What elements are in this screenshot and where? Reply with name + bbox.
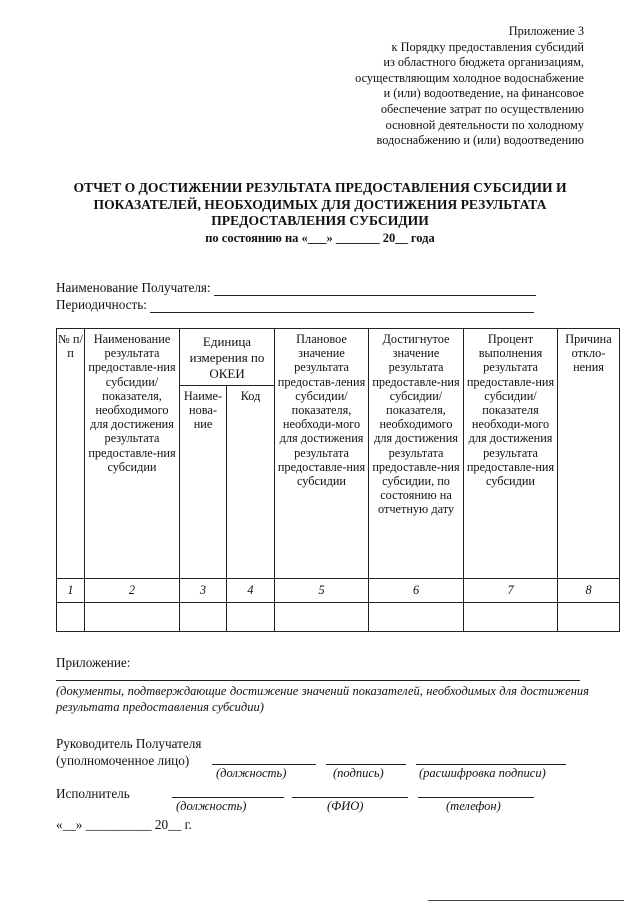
- table-cell[interactable]: [369, 603, 464, 632]
- table-cell[interactable]: [180, 603, 227, 632]
- recipient-blank-line[interactable]: [214, 284, 536, 296]
- table-cell[interactable]: [275, 603, 369, 632]
- attachment-label: Приложение:: [56, 655, 131, 670]
- recipient-label: Наименование Получателя:: [56, 280, 211, 295]
- column-number: 7: [464, 579, 558, 603]
- head-caption-position: (должность): [216, 766, 287, 780]
- appendix-line: к Порядку предоставления субсидий: [391, 39, 584, 54]
- head-label-line2: (уполномоченное лицо): [56, 753, 190, 768]
- executor-caption-fio: (ФИО): [327, 799, 364, 813]
- table-cell[interactable]: [57, 603, 85, 632]
- title-line: ОТЧЕТ О ДОСТИЖЕНИИ РЕЗУЛЬТАТА ПРЕДОСТАВЛЕНИЯ СУБСИДИИ И: [73, 180, 567, 195]
- appendix-line: водоснабжению и (или) водоотведению: [376, 133, 584, 148]
- header-number: № п/п: [57, 329, 85, 579]
- periodicity-blank-line[interactable]: [150, 301, 534, 313]
- periodicity-row: [56, 296, 576, 313]
- column-number: 3: [180, 579, 227, 603]
- header-unit: Единица измерения по ОКЕИ: [180, 329, 275, 386]
- column-number: 1: [57, 579, 85, 603]
- appendix-header: [284, 24, 584, 149]
- footer-rule: [428, 900, 624, 901]
- table-cell[interactable]: [558, 603, 620, 632]
- header-unit-code: Код: [227, 386, 275, 579]
- header-row-1: [57, 329, 620, 386]
- recipient-row: [56, 279, 576, 296]
- title-line: ПРЕДОСТАВЛЕНИЯ СУБСИДИИ: [211, 213, 429, 228]
- as-of-date: по состоянию на «___» _______ 20__ года: [205, 230, 435, 245]
- executor-label: Исполнитель: [56, 786, 130, 801]
- head-signature-line[interactable]: [326, 764, 406, 765]
- head-position-line[interactable]: [212, 764, 316, 765]
- date-line: «__» __________ 20__ г.: [56, 817, 192, 832]
- appendix-line: осуществляющим холодное водоснабжение: [355, 70, 584, 85]
- table-cell[interactable]: [464, 603, 558, 632]
- title-line: ПОКАЗАТЕЛЕЙ, НЕОБХОДИМЫХ ДЛЯ ДОСТИЖЕНИЯ РЕЗУЛЬТАТА: [93, 196, 547, 212]
- header-planned-value: Плановое значение результата предостав-ления субсидии/ показателя, необходи-мого для достижения результата предоставле-ния субсидии: [275, 329, 369, 579]
- column-number: 4: [227, 579, 275, 603]
- executor-fio-line[interactable]: [292, 797, 408, 798]
- appendix-line: и (или) водоотведение, на финансовое: [383, 86, 584, 101]
- appendix-line: обеспечение затрат по осуществлению: [380, 101, 584, 116]
- executor-caption-position: (должность): [176, 799, 247, 813]
- column-number: 6: [369, 579, 464, 603]
- head-label-line1: Руководитель Получателя: [56, 736, 202, 751]
- header-achieved-value: Достигнутое значение результата предоставле-ния субсидии/ показателя, необходимого для достижения результата предоставле-ния субсидии, по состоянию на отчетную дату: [369, 329, 464, 579]
- column-number: 5: [275, 579, 369, 603]
- appendix-line: основной деятельности по холодному: [385, 117, 584, 132]
- report-table: [56, 328, 620, 632]
- header-percent: Процент выполнения результата предоставле-ния субсидии/ показателя необходи-мого для достижения результата предоставле-ния субсидии: [464, 329, 558, 579]
- executor-phone-line[interactable]: [418, 797, 534, 798]
- head-decoding-line[interactable]: [416, 764, 566, 765]
- table-cell[interactable]: [227, 603, 275, 632]
- column-numbers-row: [57, 579, 620, 603]
- appendix-line: Приложение 3: [508, 24, 584, 38]
- column-number: 8: [558, 579, 620, 603]
- head-caption-signature: (подпись): [333, 766, 384, 780]
- document-title: [40, 180, 600, 246]
- executor-position-line[interactable]: [172, 797, 284, 798]
- head-caption-decoding: (расшифровка подписи): [419, 766, 546, 780]
- header-result-name: Наименование результата предоставле-ния субсидии/ показателя, необходимого для достижения результата предоставле-ния субсидии: [85, 329, 180, 579]
- appendix-line: из областного бюджета организациям,: [383, 55, 584, 70]
- header-unit-name: Наиме-нова-ние: [180, 386, 227, 579]
- column-number: 2: [85, 579, 180, 603]
- attachment-caption: (документы, подтверждающие достижение значений показателей, необходимых для достижения результата предоставления субсидии): [56, 684, 589, 714]
- recipient-fields: [56, 279, 576, 313]
- table-row: [57, 603, 620, 632]
- attachment-blank-line[interactable]: [56, 680, 580, 681]
- table-cell[interactable]: [85, 603, 180, 632]
- header-reason: Причина откло-нения: [558, 329, 620, 579]
- periodicity-label: Периодичность:: [56, 297, 147, 312]
- executor-caption-phone: (телефон): [446, 799, 501, 813]
